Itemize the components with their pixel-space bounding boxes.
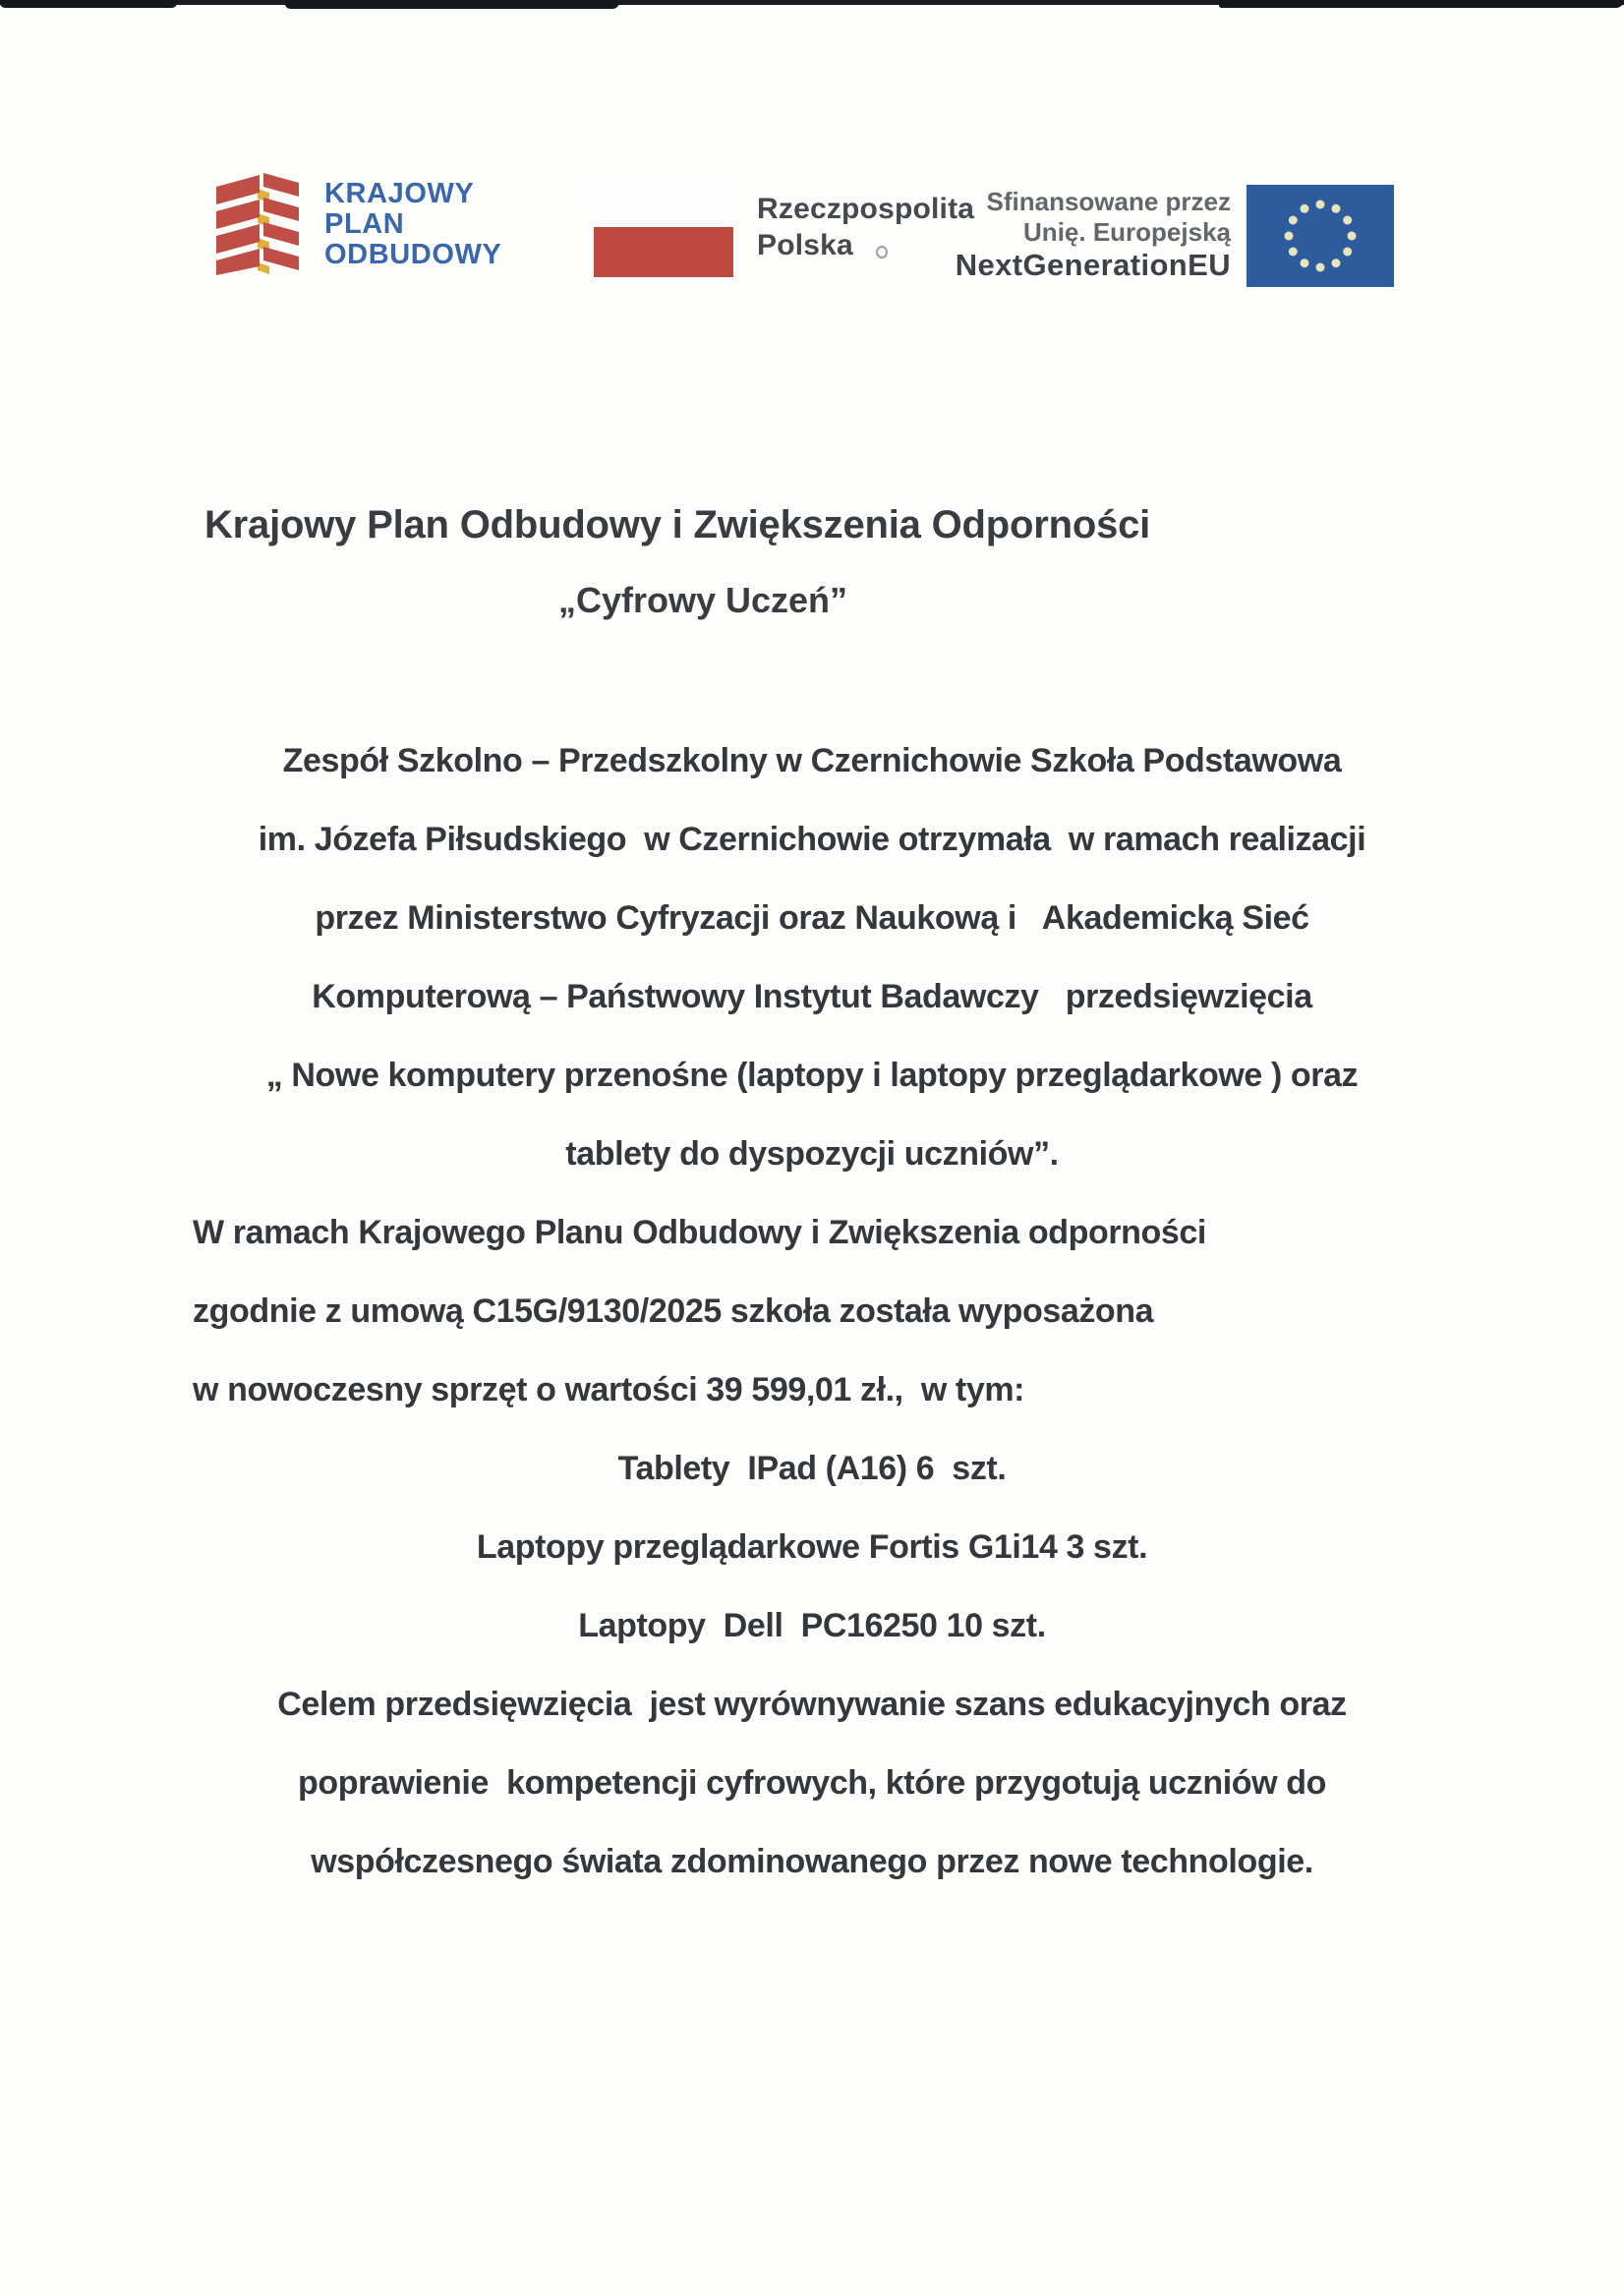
kpo-logo	[214, 169, 501, 280]
eu-credit-line: Sfinansowane przez	[986, 187, 1231, 216]
title-block	[204, 503, 1201, 621]
body-line: Tablety IPad (A16) 6 szt.	[617, 1450, 1007, 1487]
body-line: tablety do dyspozycji uczniów”.	[565, 1135, 1059, 1173]
body-line: zgodnie z umową C15G/9130/2025 szkoła została wyposażona	[193, 1292, 1154, 1330]
document-title: Krajowy Plan Odbudowy i Zwiększenia Odporności	[204, 503, 1151, 546]
body-line: W ramach Krajowego Planu Odbudowy i Zwiększenia odporności	[193, 1214, 1206, 1251]
eu-flag-icon	[1247, 185, 1394, 287]
body-line: Laptopy przeglądarkowe Fortis G1i14 3 szt.	[476, 1528, 1148, 1566]
kpo-logo-line: KRAJOWY	[324, 178, 475, 209]
kpo-logo-line: ODBUDOWY	[324, 239, 502, 270]
kpo-logo-line: PLAN	[324, 208, 405, 240]
document-subtitle: „Cyfrowy Uczeń”	[557, 580, 848, 620]
body-line: Celem przedsięwzięcia jest wyrównywanie szans edukacyjnych oraz	[277, 1686, 1347, 1723]
logo-header	[0, 0, 1624, 324]
body-line: Komputerową – Państwowy Instytut Badawczy przedsięwzięcia	[312, 978, 1312, 1015]
body-line: współczesnego świata zdominowanego przez nowe technologie.	[311, 1843, 1313, 1880]
kpo-logo-text	[324, 179, 501, 270]
poland-flag-icon	[594, 177, 733, 277]
document-body	[0, 721, 1624, 1901]
scan-speck-artifact	[876, 246, 888, 258]
eu-credit-text	[936, 187, 1231, 280]
body-line: Laptopy Dell PC16250 10 szt.	[578, 1607, 1046, 1644]
poland-name-line: Rzeczpospolita	[757, 193, 975, 225]
eu-credit-line: Unię. Europejską	[1023, 217, 1231, 247]
eu-credit-line: NextGenerationEU	[955, 248, 1231, 282]
poland-name-line: Polska	[757, 229, 853, 261]
body-line: „ Nowe komputery przenośne (laptopy i laptopy przeglądarkowe ) oraz	[265, 1057, 1359, 1094]
body-line: im. Józefa Piłsudskiego w Czernichowie otrzymała w ramach realizacji	[258, 821, 1366, 858]
poland-logo	[594, 177, 974, 277]
body-line: przez Ministerstwo Cyfryzacji oraz Naukową i Akademicką Sieć	[315, 899, 1309, 937]
body-line: poprawienie kompetencji cyfrowych, które przygotują uczniów do	[298, 1764, 1326, 1802]
kpo-building-icon	[214, 169, 301, 280]
body-line: w nowoczesny sprzęt o wartości 39 599,01 zł., w tym:	[193, 1371, 1025, 1408]
body-line: Zespół Szkolno – Przedszkolny w Czernichowie Szkoła Podstawowa	[282, 742, 1342, 779]
